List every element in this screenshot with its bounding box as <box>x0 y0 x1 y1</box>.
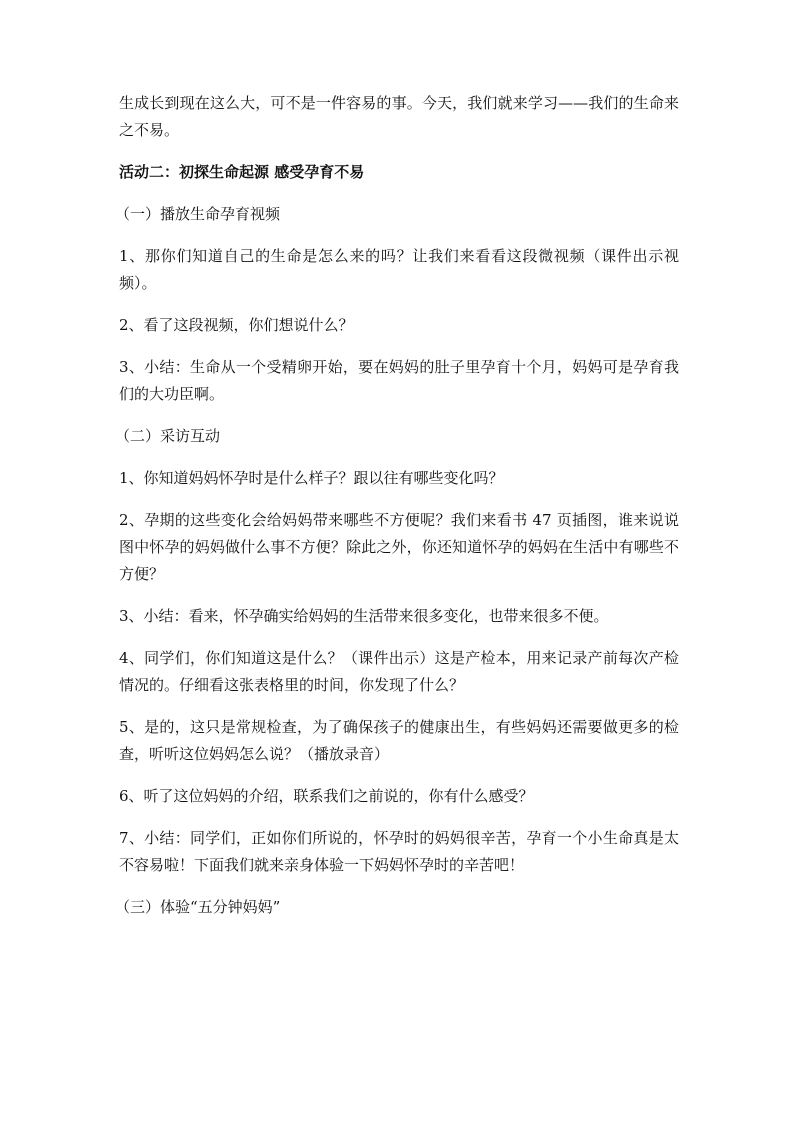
list-item: 3、小结：生命从一个受精卵开始，要在妈妈的肚子里孕育十个月，妈妈可是孕育我们的大功臣啊。 <box>119 358 679 403</box>
list-item: 2、孕期的这些变化会给妈妈带来哪些不方便呢？我们来看书 47 页插图，谁来说说图中怀孕的妈妈做什么事不方便？除此之外，你还知道怀孕的妈妈在生活中有哪些不方便？ <box>119 511 679 583</box>
list-item: 4、同学们，你们知道这是什么？（课件出示）这是产检本，用来记录产前每次产检情况的。仔细看这张表格里的时间，你发现了什么？ <box>119 649 679 694</box>
list-item: 1、那你们知道自己的生命是怎么来的吗？让我们来看看这段微视频（课件出示视频）。 <box>119 247 679 292</box>
section-title-1: （一）播放生命孕育视频 <box>115 205 281 223</box>
list-item: 1、你知道妈妈怀孕时是什么样子？跟以往有哪些变化吗？ <box>119 469 504 487</box>
list-item: 5、是的，这只是常规检查，为了确保孩子的健康出生，有些妈妈还需要做更多的检查，听听这位妈妈怎么说？（播放录音） <box>119 718 679 763</box>
activity-heading: 活动二：初探生命起源 感受孕育不易 <box>119 163 365 181</box>
section-title-3: （三）体验“五分钟妈妈” <box>115 898 281 916</box>
intro-paragraph: 生成长到现在这么大，可不是一件容易的事。今天，我们就来学习——我们的生命来之不易。 <box>119 94 679 139</box>
list-item: 7、小结：同学们，正如你们所说的，怀孕时的妈妈很辛苦，孕育一个小生命真是太不容易啦！下面我们就来亲身体验一下妈妈怀孕时的辛苦吧！ <box>119 829 679 874</box>
list-item: 6、听了这位妈妈的介绍，联系我们之前说的，你有什么感受？ <box>119 787 534 805</box>
list-item: 2、看了这段视频，你们想说什么？ <box>119 316 354 334</box>
section-title-2: （二）采访互动 <box>115 427 221 445</box>
document-body <box>115 90 679 936</box>
list-item: 3、小结：看来，怀孕确实给妈妈的生活带来很多变化，也带来很多不便。 <box>119 607 609 625</box>
